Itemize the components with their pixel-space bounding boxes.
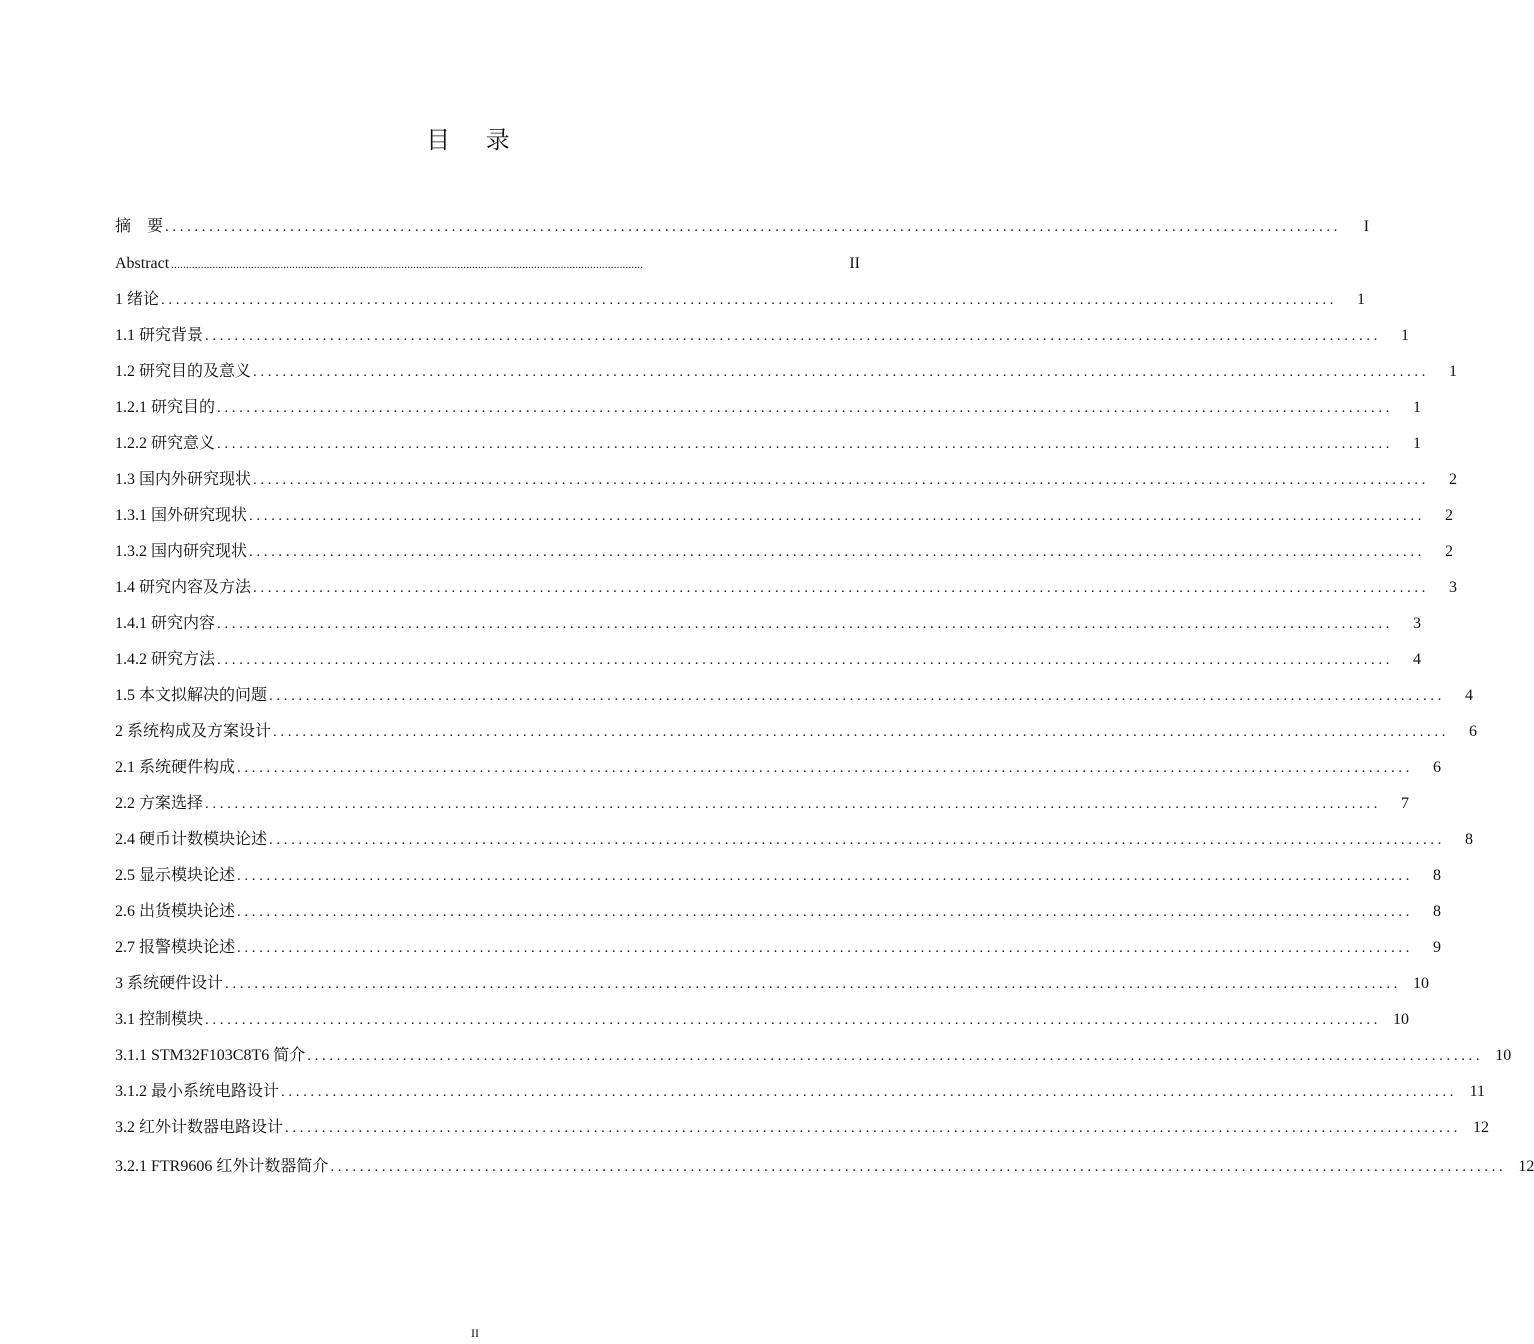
page-title: 目 录 — [426, 126, 524, 154]
toc-dot-leader: ................................................................................................................................................................ — [205, 328, 1382, 344]
toc-entry[interactable] — [115, 930, 1442, 966]
toc-entry[interactable] — [115, 1149, 1534, 1185]
toc-entry-label: 摘 要 — [115, 218, 164, 235]
toc-entry-label: 2 系统构成及方案设计 — [115, 723, 272, 740]
toc-entry-label: 3.1.2 最小系统电路设计 — [115, 1083, 280, 1100]
toc-dot-leader: ................................................................................................................................................................ — [205, 1012, 1382, 1028]
toc-entry[interactable] — [115, 678, 1474, 714]
toc-entry[interactable] — [115, 1074, 1486, 1110]
toc-dot-leader: ................................................................................................................................................................ — [285, 1120, 1462, 1136]
toc-entry[interactable] — [115, 1038, 1512, 1074]
toc-entry[interactable] — [115, 390, 1422, 426]
toc-entry-page-number: 1 — [1357, 291, 1366, 308]
toc-entry[interactable] — [115, 966, 1430, 1002]
toc-entry-page-number: II — [849, 255, 860, 272]
toc-dot-leader: ................................................................................................................................................................ — [253, 580, 1430, 596]
toc-entry-label: 1 绪论 — [115, 291, 160, 308]
toc-entry-label: 2.5 显示模块论述 — [115, 867, 236, 884]
toc-entry[interactable] — [115, 1110, 1490, 1146]
toc-entry[interactable] — [115, 498, 1454, 534]
toc-entry[interactable] — [115, 894, 1442, 930]
page-number-footer: II — [471, 1326, 479, 1340]
toc-entry[interactable] — [115, 822, 1474, 858]
toc-entry-label: 2.2 方案选择 — [115, 795, 204, 812]
toc-dot-leader: ................................................................................................................................................................ — [161, 292, 1338, 308]
toc-dot-leader: ................................................................................................................................................................ — [205, 796, 1382, 812]
toc-entry[interactable] — [115, 606, 1422, 642]
toc-entry[interactable] — [115, 208, 1370, 246]
toc-entry-page-number: 4 — [1465, 687, 1474, 704]
toc-dot-leader: ................................................................................................................................................................ — [269, 688, 1446, 704]
toc-entry-label: 1.2.1 研究目的 — [115, 399, 216, 416]
toc-entry-page-number: 10 — [1495, 1047, 1512, 1064]
toc-entry-label: 1.3.2 国内研究现状 — [115, 543, 248, 560]
toc-entry[interactable] — [115, 570, 1458, 606]
toc-entry[interactable] — [115, 282, 1366, 318]
toc-entry-page-number: 8 — [1433, 903, 1442, 920]
toc-entry[interactable] — [115, 750, 1442, 786]
toc-entry-page-number: 1 — [1449, 363, 1458, 380]
toc-entry-page-number: I — [1363, 218, 1370, 235]
toc-entry[interactable] — [115, 534, 1454, 570]
toc-entry-label: 3.2.1 FTR9606 红外计数器简介 — [115, 1158, 329, 1175]
toc-entry-page-number: 2 — [1449, 471, 1458, 488]
toc-entry-page-number: 1 — [1413, 435, 1422, 452]
toc-entry-page-number: 1 — [1401, 327, 1410, 344]
toc-entry[interactable] — [115, 714, 1478, 750]
toc-dot-leader: ................................................................................................................................................................ — [217, 436, 1394, 452]
toc-entry-label: 3.1 控制模块 — [115, 1011, 204, 1028]
toc-dot-leader: ................................................................................................................................................................ — [171, 259, 644, 271]
toc-entry-page-number: 8 — [1465, 831, 1474, 848]
toc-entry-label: 1.5 本文拟解决的问题 — [115, 687, 268, 704]
toc-entry[interactable] — [115, 246, 860, 282]
toc-entry-label: 2.1 系统硬件构成 — [115, 759, 236, 776]
toc-dot-leader: ................................................................................................................................................................ — [253, 364, 1430, 380]
toc-dot-leader: ................................................................................................................................................................ — [237, 904, 1414, 920]
toc-entry-page-number: 10 — [1413, 975, 1430, 992]
toc-entry-label: 3.2 红外计数器电路设计 — [115, 1119, 284, 1136]
toc-entry-label: 2.7 报警模块论述 — [115, 939, 236, 956]
toc-entry-label: 3.1.1 STM32F103C8T6 简介 — [115, 1047, 306, 1064]
toc-entry-page-number: 10 — [1393, 1011, 1410, 1028]
toc-entry-page-number: 8 — [1433, 867, 1442, 884]
toc-entry-label: 1.4.1 研究内容 — [115, 615, 216, 632]
toc-entry[interactable] — [115, 642, 1422, 678]
toc-entry-page-number: 3 — [1449, 579, 1458, 596]
toc-entry-page-number: 2 — [1445, 543, 1454, 560]
toc-entry-label: 2.6 出货模块论述 — [115, 903, 236, 920]
toc-entry-label: 1.2.2 研究意义 — [115, 435, 216, 452]
toc-entry[interactable] — [115, 786, 1410, 822]
toc-entry-page-number: 6 — [1433, 759, 1442, 776]
toc-dot-leader: ................................................................................................................................................................ — [217, 616, 1394, 632]
toc-dot-leader: ................................................................................................................................................................ — [217, 400, 1394, 416]
toc-entry[interactable] — [115, 1002, 1410, 1038]
toc-entry[interactable] — [115, 354, 1458, 390]
toc-dot-leader: ................................................................................................................................................................ — [225, 976, 1402, 992]
toc-entry-label: 1.4.2 研究方法 — [115, 651, 216, 668]
toc-entry[interactable] — [115, 462, 1458, 498]
toc-entry-label: 1.2 研究目的及意义 — [115, 363, 252, 380]
toc-dot-leader: ................................................................................................................................................................ — [249, 508, 1426, 524]
toc-dot-leader: ................................................................................................................................................................ — [330, 1159, 1507, 1175]
toc-dot-leader: ................................................................................................................................................................ — [253, 472, 1430, 488]
toc-entry-page-number: 12 — [1473, 1119, 1490, 1136]
toc-dot-leader: ................................................................................................................................................................ — [237, 868, 1414, 884]
toc-dot-leader: ................................................................................................................................................................ — [249, 544, 1426, 560]
toc-entry-label: 1.1 研究背景 — [115, 327, 204, 344]
toc-dot-leader: ................................................................................................................................................................ — [237, 760, 1414, 776]
table-of-contents — [115, 208, 1534, 1185]
toc-entry[interactable] — [115, 318, 1410, 354]
toc-dot-leader: ................................................................................................................................................................ — [273, 724, 1450, 740]
toc-entry-page-number: 7 — [1401, 795, 1410, 812]
toc-dot-leader: ................................................................................................................................................................ — [307, 1048, 1484, 1064]
toc-entry[interactable] — [115, 426, 1422, 462]
toc-entry-page-number: 12 — [1518, 1158, 1534, 1175]
toc-entry-page-number: 3 — [1413, 615, 1422, 632]
toc-entry-page-number: 4 — [1413, 651, 1422, 668]
toc-dot-leader: ................................................................................................................................................................ — [237, 940, 1414, 956]
toc-entry-page-number: 9 — [1433, 939, 1442, 956]
toc-entry-label: 1.3.1 国外研究现状 — [115, 507, 248, 524]
toc-dot-leader: ................................................................................................................................................................ — [269, 832, 1446, 848]
toc-entry-label: Abstract — [115, 255, 170, 272]
toc-entry-page-number: 11 — [1469, 1083, 1486, 1100]
toc-entry-label: 3 系统硬件设计 — [115, 975, 224, 992]
toc-entry-page-number: 6 — [1469, 723, 1478, 740]
toc-dot-leader: ................................................................................................................................................................ — [217, 652, 1394, 668]
toc-entry-label: 2.4 硬币计数模块论述 — [115, 831, 268, 848]
toc-dot-leader: ................................................................................................................................................................ — [281, 1084, 1458, 1100]
toc-dot-leader: ................................................................................................................................................................ — [165, 219, 1342, 235]
toc-entry[interactable] — [115, 858, 1442, 894]
toc-entry-page-number: 1 — [1413, 399, 1422, 416]
toc-entry-label: 1.3 国内外研究现状 — [115, 471, 252, 488]
toc-entry-label: 1.4 研究内容及方法 — [115, 579, 252, 596]
toc-entry-page-number: 2 — [1445, 507, 1454, 524]
